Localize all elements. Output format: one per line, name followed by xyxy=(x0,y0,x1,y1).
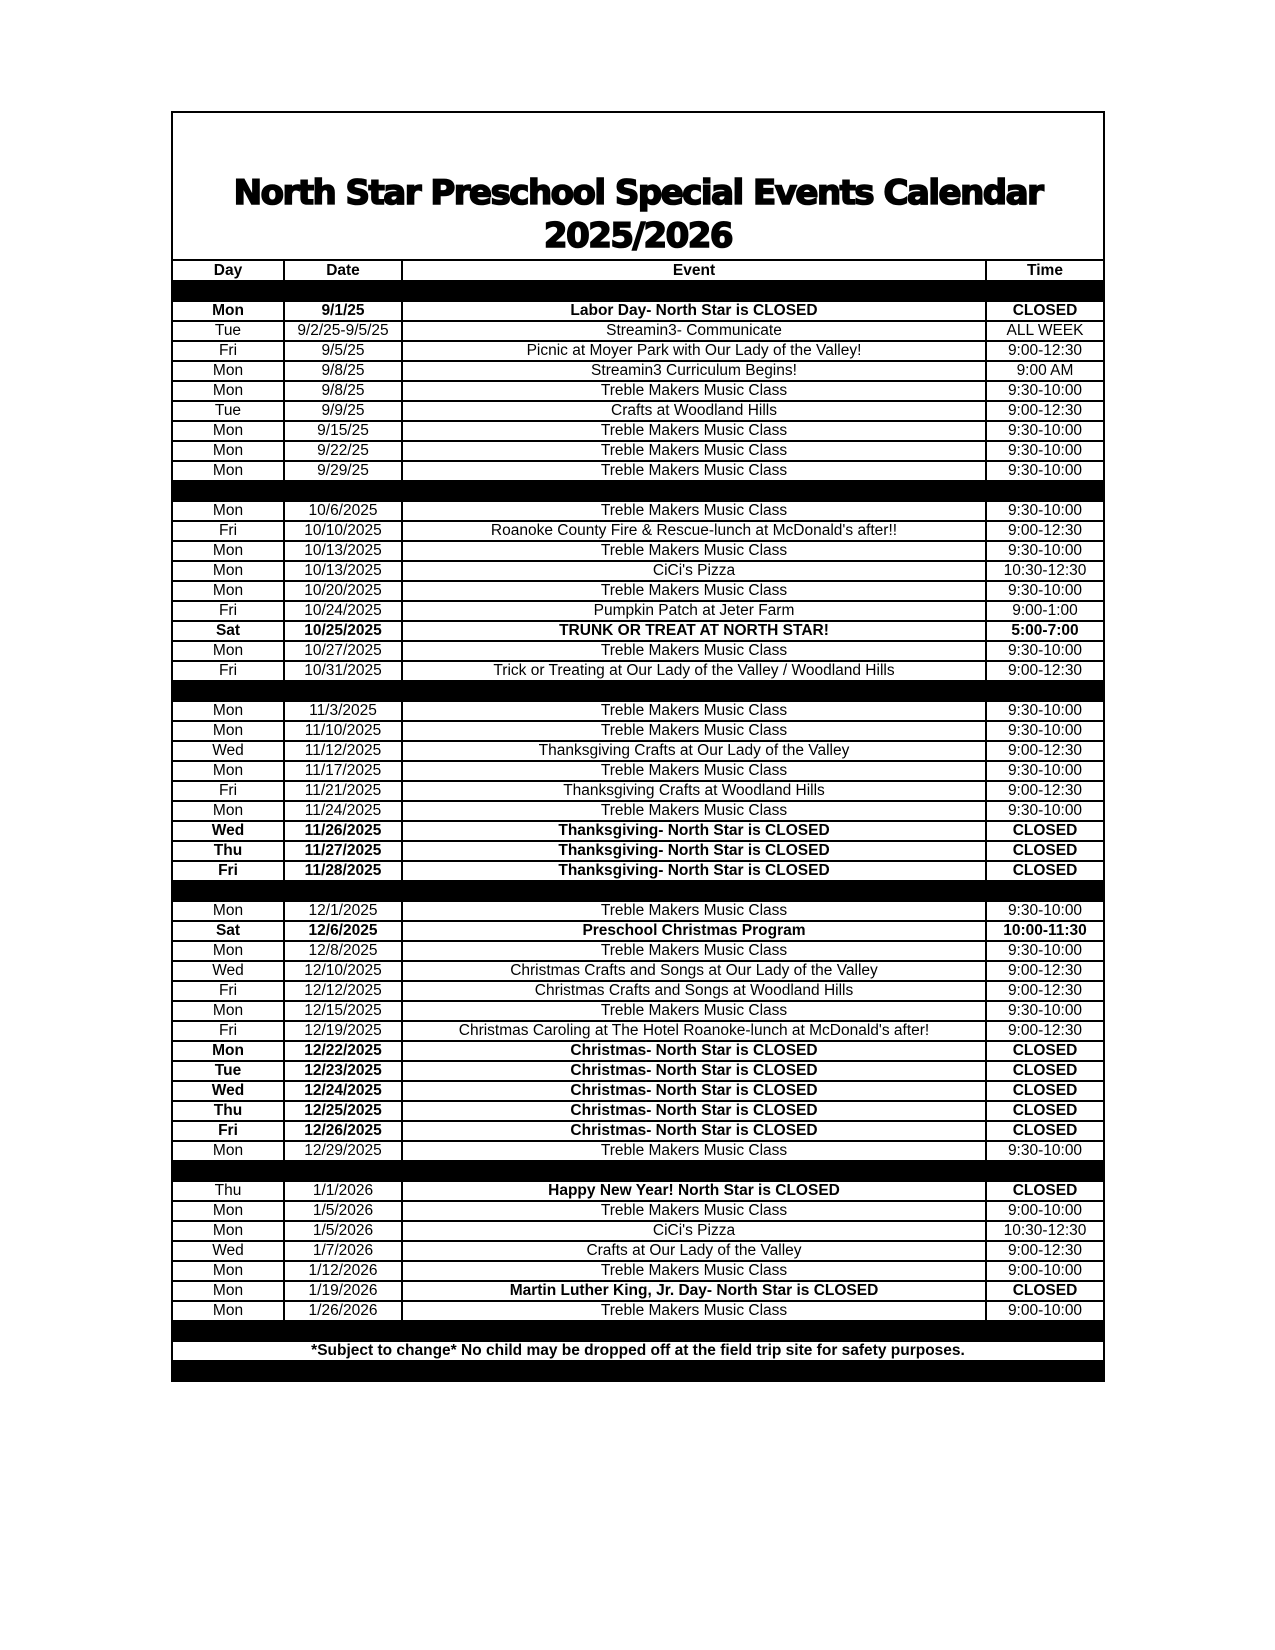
cell-day: Fri xyxy=(173,781,284,801)
table-row xyxy=(173,301,1103,321)
table-row xyxy=(173,701,1103,721)
separator-bar xyxy=(173,281,1103,301)
section-separator xyxy=(173,881,1103,901)
footer-separator-top xyxy=(173,1321,1103,1341)
cell-time: 9:00-1:00 xyxy=(986,601,1103,621)
cell-time: 9:00-12:30 xyxy=(986,401,1103,421)
page-subtitle-year: 2025/2026 xyxy=(543,216,733,256)
cell-time: CLOSED xyxy=(986,841,1103,861)
cell-event: Thanksgiving Crafts at Our Lady of the Valley xyxy=(402,741,986,761)
cell-day: Mon xyxy=(173,1041,284,1061)
cell-time: 9:00 AM xyxy=(986,361,1103,381)
cell-event: Labor Day- North Star is CLOSED xyxy=(402,301,986,321)
cell-day: Mon xyxy=(173,641,284,661)
table-row xyxy=(173,1241,1103,1261)
table-row xyxy=(173,581,1103,601)
cell-event: Christmas- North Star is CLOSED xyxy=(402,1041,986,1061)
cell-date: 12/1/2025 xyxy=(284,901,402,921)
cell-time: CLOSED xyxy=(986,1101,1103,1121)
cell-date: 12/6/2025 xyxy=(284,921,402,941)
cell-time: CLOSED xyxy=(986,1281,1103,1301)
table-row xyxy=(173,981,1103,1001)
cell-day: Fri xyxy=(173,861,284,881)
cell-time: CLOSED xyxy=(986,301,1103,321)
cell-event: Treble Makers Music Class xyxy=(402,1201,986,1221)
footer-note: *Subject to change* No child may be dropped off at the field trip site for safety purposes. xyxy=(173,1341,1103,1361)
cell-date: 12/10/2025 xyxy=(284,961,402,981)
table-row xyxy=(173,541,1103,561)
cell-event: Treble Makers Music Class xyxy=(402,441,986,461)
cell-date: 10/10/2025 xyxy=(284,521,402,541)
events-table xyxy=(173,259,1103,1380)
cell-date: 11/26/2025 xyxy=(284,821,402,841)
cell-date: 12/25/2025 xyxy=(284,1101,402,1121)
cell-day: Fri xyxy=(173,341,284,361)
cell-time: 9:30-10:00 xyxy=(986,1141,1103,1161)
cell-date: 10/24/2025 xyxy=(284,601,402,621)
cell-day: Mon xyxy=(173,1221,284,1241)
cell-day: Mon xyxy=(173,801,284,821)
cell-date: 12/12/2025 xyxy=(284,981,402,1001)
cell-date: 12/8/2025 xyxy=(284,941,402,961)
table-row xyxy=(173,1061,1103,1081)
cell-date: 9/8/25 xyxy=(284,381,402,401)
table-row xyxy=(173,661,1103,681)
cell-time: CLOSED xyxy=(986,1061,1103,1081)
cell-event: Treble Makers Music Class xyxy=(402,941,986,961)
cell-time: CLOSED xyxy=(986,1181,1103,1201)
cell-event: Christmas Crafts and Songs at Woodland Hills xyxy=(402,981,986,1001)
cell-event: Picnic at Moyer Park with Our Lady of the Valley! xyxy=(402,341,986,361)
cell-date: 1/5/2026 xyxy=(284,1201,402,1221)
cell-day: Wed xyxy=(173,1081,284,1101)
table-row xyxy=(173,1181,1103,1201)
column-header-time: Time xyxy=(986,260,1103,281)
cell-event: Streamin3- Communicate xyxy=(402,321,986,341)
page-title: North Star Preschool Special Events Calendar xyxy=(233,173,1043,213)
cell-time: CLOSED xyxy=(986,1041,1103,1061)
cell-event: Christmas- North Star is CLOSED xyxy=(402,1101,986,1121)
table-row xyxy=(173,461,1103,481)
cell-day: Mon xyxy=(173,1281,284,1301)
cell-date: 10/13/2025 xyxy=(284,541,402,561)
cell-event: Thanksgiving- North Star is CLOSED xyxy=(402,841,986,861)
cell-event: Crafts at Woodland Hills xyxy=(402,401,986,421)
table-header-row xyxy=(173,260,1103,281)
cell-day: Thu xyxy=(173,1101,284,1121)
cell-day: Wed xyxy=(173,821,284,841)
cell-date: 9/8/25 xyxy=(284,361,402,381)
cell-event: Treble Makers Music Class xyxy=(402,721,986,741)
cell-day: Mon xyxy=(173,421,284,441)
separator-bar xyxy=(173,481,1103,501)
cell-time: 9:30-10:00 xyxy=(986,501,1103,521)
cell-date: 12/29/2025 xyxy=(284,1141,402,1161)
cell-day: Fri xyxy=(173,521,284,541)
table-row xyxy=(173,1281,1103,1301)
cell-day: Mon xyxy=(173,701,284,721)
section-separator xyxy=(173,481,1103,501)
cell-date: 1/26/2026 xyxy=(284,1301,402,1321)
cell-date: 11/10/2025 xyxy=(284,721,402,741)
cell-day: Thu xyxy=(173,841,284,861)
cell-time: 9:00-12:30 xyxy=(986,341,1103,361)
cell-event: Happy New Year! North Star is CLOSED xyxy=(402,1181,986,1201)
cell-day: Mon xyxy=(173,381,284,401)
cell-day: Mon xyxy=(173,361,284,381)
cell-time: CLOSED xyxy=(986,1081,1103,1101)
table-row xyxy=(173,1001,1103,1021)
cell-event: Pumpkin Patch at Jeter Farm xyxy=(402,601,986,621)
table-row xyxy=(173,761,1103,781)
cell-time: 9:30-10:00 xyxy=(986,641,1103,661)
cell-event: Treble Makers Music Class xyxy=(402,421,986,441)
cell-date: 9/1/25 xyxy=(284,301,402,321)
cell-event: Treble Makers Music Class xyxy=(402,541,986,561)
cell-time: 9:00-12:30 xyxy=(986,1241,1103,1261)
section-separator xyxy=(173,1161,1103,1181)
table-row xyxy=(173,1221,1103,1241)
title-block xyxy=(173,113,1103,259)
cell-day: Tue xyxy=(173,1061,284,1081)
cell-event: Treble Makers Music Class xyxy=(402,1141,986,1161)
cell-day: Mon xyxy=(173,761,284,781)
cell-event: Treble Makers Music Class xyxy=(402,581,986,601)
cell-time: 9:00-12:30 xyxy=(986,781,1103,801)
cell-day: Mon xyxy=(173,1001,284,1021)
cell-time: 9:30-10:00 xyxy=(986,801,1103,821)
cell-day: Mon xyxy=(173,301,284,321)
cell-day: Fri xyxy=(173,661,284,681)
cell-time: 9:30-10:00 xyxy=(986,461,1103,481)
cell-date: 12/19/2025 xyxy=(284,1021,402,1041)
cell-event: Treble Makers Music Class xyxy=(402,641,986,661)
cell-day: Mon xyxy=(173,1261,284,1281)
separator-bar xyxy=(173,1161,1103,1181)
cell-day: Fri xyxy=(173,601,284,621)
cell-event: Treble Makers Music Class xyxy=(402,461,986,481)
cell-event: Christmas Crafts and Songs at Our Lady of the Valley xyxy=(402,961,986,981)
cell-time: 10:00-11:30 xyxy=(986,921,1103,941)
cell-event: Treble Makers Music Class xyxy=(402,501,986,521)
table-row xyxy=(173,941,1103,961)
column-header-day: Day xyxy=(173,260,284,281)
separator-bar xyxy=(173,1321,1103,1341)
cell-day: Mon xyxy=(173,941,284,961)
cell-date: 1/12/2026 xyxy=(284,1261,402,1281)
cell-event: Christmas- North Star is CLOSED xyxy=(402,1081,986,1101)
cell-date: 11/21/2025 xyxy=(284,781,402,801)
cell-event: Treble Makers Music Class xyxy=(402,761,986,781)
cell-event: CiCi's Pizza xyxy=(402,561,986,581)
cell-day: Mon xyxy=(173,1201,284,1221)
cell-time: 10:30-12:30 xyxy=(986,561,1103,581)
cell-day: Wed xyxy=(173,961,284,981)
cell-event: Treble Makers Music Class xyxy=(402,1001,986,1021)
cell-date: 11/3/2025 xyxy=(284,701,402,721)
cell-date: 9/9/25 xyxy=(284,401,402,421)
table-row xyxy=(173,1301,1103,1321)
table-row xyxy=(173,1141,1103,1161)
cell-date: 1/1/2026 xyxy=(284,1181,402,1201)
cell-time: 9:30-10:00 xyxy=(986,441,1103,461)
table-row xyxy=(173,501,1103,521)
cell-day: Fri xyxy=(173,1121,284,1141)
table-row xyxy=(173,741,1103,761)
cell-day: Mon xyxy=(173,1301,284,1321)
cell-date: 9/5/25 xyxy=(284,341,402,361)
cell-time: 9:30-10:00 xyxy=(986,381,1103,401)
table-row xyxy=(173,561,1103,581)
cell-time: 9:00-10:00 xyxy=(986,1201,1103,1221)
cell-event: Treble Makers Music Class xyxy=(402,1261,986,1281)
cell-date: 10/25/2025 xyxy=(284,621,402,641)
cell-date: 1/5/2026 xyxy=(284,1221,402,1241)
cell-time: 9:30-10:00 xyxy=(986,701,1103,721)
cell-date: 10/31/2025 xyxy=(284,661,402,681)
cell-time: CLOSED xyxy=(986,821,1103,841)
cell-date: 12/24/2025 xyxy=(284,1081,402,1101)
cell-event: Trick or Treating at Our Lady of the Valley / Woodland Hills xyxy=(402,661,986,681)
cell-day: Mon xyxy=(173,541,284,561)
table-row xyxy=(173,781,1103,801)
table-row xyxy=(173,1101,1103,1121)
cell-date: 9/29/25 xyxy=(284,461,402,481)
cell-time: 9:30-10:00 xyxy=(986,421,1103,441)
cell-day: Fri xyxy=(173,1021,284,1041)
cell-event: Roanoke County Fire & Rescue-lunch at McDonald's after!! xyxy=(402,521,986,541)
cell-day: Thu xyxy=(173,1181,284,1201)
cell-date: 10/13/2025 xyxy=(284,561,402,581)
cell-date: 11/24/2025 xyxy=(284,801,402,821)
cell-day: Mon xyxy=(173,901,284,921)
column-header-date: Date xyxy=(284,260,402,281)
table-row xyxy=(173,421,1103,441)
cell-date: 11/27/2025 xyxy=(284,841,402,861)
cell-event: Thanksgiving- North Star is CLOSED xyxy=(402,821,986,841)
cell-event: TRUNK OR TREAT AT NORTH STAR! xyxy=(402,621,986,641)
cell-day: Mon xyxy=(173,581,284,601)
cell-event: Treble Makers Music Class xyxy=(402,381,986,401)
cell-time: 9:00-12:30 xyxy=(986,981,1103,1001)
cell-event: Treble Makers Music Class xyxy=(402,1301,986,1321)
cell-event: Thanksgiving Crafts at Woodland Hills xyxy=(402,781,986,801)
cell-event: Treble Makers Music Class xyxy=(402,801,986,821)
cell-event: Christmas- North Star is CLOSED xyxy=(402,1121,986,1141)
table-row xyxy=(173,1041,1103,1061)
table-row xyxy=(173,621,1103,641)
table-row xyxy=(173,521,1103,541)
cell-time: CLOSED xyxy=(986,861,1103,881)
cell-day: Tue xyxy=(173,401,284,421)
cell-date: 12/15/2025 xyxy=(284,1001,402,1021)
cell-time: 9:30-10:00 xyxy=(986,581,1103,601)
separator-bar xyxy=(173,881,1103,901)
table-row xyxy=(173,381,1103,401)
cell-time: 9:30-10:00 xyxy=(986,541,1103,561)
cell-day: Mon xyxy=(173,501,284,521)
cell-time: 9:00-12:30 xyxy=(986,661,1103,681)
table-row xyxy=(173,801,1103,821)
cell-date: 1/7/2026 xyxy=(284,1241,402,1261)
table-row xyxy=(173,921,1103,941)
separator-bar xyxy=(173,1361,1103,1380)
cell-date: 10/27/2025 xyxy=(284,641,402,661)
separator-bar xyxy=(173,681,1103,701)
table-row xyxy=(173,321,1103,341)
cell-day: Tue xyxy=(173,321,284,341)
cell-time: 9:00-12:30 xyxy=(986,961,1103,981)
cell-time: 5:00-7:00 xyxy=(986,621,1103,641)
events-calendar-sheet xyxy=(171,111,1105,1382)
cell-time: 9:00-12:30 xyxy=(986,741,1103,761)
cell-time: 9:30-10:00 xyxy=(986,941,1103,961)
cell-date: 10/6/2025 xyxy=(284,501,402,521)
table-row xyxy=(173,401,1103,421)
cell-date: 9/15/25 xyxy=(284,421,402,441)
table-row xyxy=(173,961,1103,981)
cell-date: 9/22/25 xyxy=(284,441,402,461)
cell-event: Thanksgiving- North Star is CLOSED xyxy=(402,861,986,881)
footer-separator-bottom xyxy=(173,1361,1103,1380)
cell-event: Christmas Caroling at The Hotel Roanoke-lunch at McDonald's after! xyxy=(402,1021,986,1041)
table-row xyxy=(173,1121,1103,1141)
table-row xyxy=(173,861,1103,881)
cell-time: 9:30-10:00 xyxy=(986,761,1103,781)
cell-time: 10:30-12:30 xyxy=(986,1221,1103,1241)
cell-event: CiCi's Pizza xyxy=(402,1221,986,1241)
table-row xyxy=(173,441,1103,461)
cell-event: Preschool Christmas Program xyxy=(402,921,986,941)
section-separator xyxy=(173,281,1103,301)
cell-date: 1/19/2026 xyxy=(284,1281,402,1301)
cell-date: 11/17/2025 xyxy=(284,761,402,781)
cell-day: Fri xyxy=(173,981,284,1001)
cell-time: 9:00-10:00 xyxy=(986,1301,1103,1321)
cell-time: 9:30-10:00 xyxy=(986,721,1103,741)
table-row xyxy=(173,1261,1103,1281)
table-row xyxy=(173,361,1103,381)
cell-day: Mon xyxy=(173,561,284,581)
cell-day: Sat xyxy=(173,621,284,641)
table-row xyxy=(173,1081,1103,1101)
cell-time: 9:00-12:30 xyxy=(986,521,1103,541)
cell-day: Sat xyxy=(173,921,284,941)
cell-day: Wed xyxy=(173,1241,284,1261)
cell-event: Streamin3 Curriculum Begins! xyxy=(402,361,986,381)
cell-date: 9/2/25-9/5/25 xyxy=(284,321,402,341)
cell-date: 11/12/2025 xyxy=(284,741,402,761)
cell-date: 12/23/2025 xyxy=(284,1061,402,1081)
cell-event: Christmas- North Star is CLOSED xyxy=(402,1061,986,1081)
cell-event: Treble Makers Music Class xyxy=(402,901,986,921)
cell-day: Mon xyxy=(173,461,284,481)
cell-date: 12/22/2025 xyxy=(284,1041,402,1061)
cell-day: Mon xyxy=(173,441,284,461)
column-header-event: Event xyxy=(402,260,986,281)
footer-note-row xyxy=(173,1341,1103,1361)
cell-date: 12/26/2025 xyxy=(284,1121,402,1141)
table-row xyxy=(173,641,1103,661)
cell-day: Mon xyxy=(173,721,284,741)
cell-event: Crafts at Our Lady of the Valley xyxy=(402,1241,986,1261)
cell-time: 9:00-12:30 xyxy=(986,1021,1103,1041)
cell-day: Mon xyxy=(173,1141,284,1161)
cell-event: Treble Makers Music Class xyxy=(402,701,986,721)
cell-time: CLOSED xyxy=(986,1121,1103,1141)
table-row xyxy=(173,341,1103,361)
cell-date: 10/20/2025 xyxy=(284,581,402,601)
table-row xyxy=(173,1021,1103,1041)
cell-event: Martin Luther King, Jr. Day- North Star is CLOSED xyxy=(402,1281,986,1301)
table-row xyxy=(173,841,1103,861)
cell-day: Wed xyxy=(173,741,284,761)
table-row xyxy=(173,1201,1103,1221)
cell-date: 11/28/2025 xyxy=(284,861,402,881)
cell-time: 9:30-10:00 xyxy=(986,1001,1103,1021)
events-table-body xyxy=(173,281,1103,1380)
cell-time: 9:30-10:00 xyxy=(986,901,1103,921)
cell-time: 9:00-10:00 xyxy=(986,1261,1103,1281)
table-row xyxy=(173,821,1103,841)
table-row xyxy=(173,601,1103,621)
table-row xyxy=(173,901,1103,921)
section-separator xyxy=(173,681,1103,701)
table-row xyxy=(173,721,1103,741)
cell-time: ALL WEEK xyxy=(986,321,1103,341)
